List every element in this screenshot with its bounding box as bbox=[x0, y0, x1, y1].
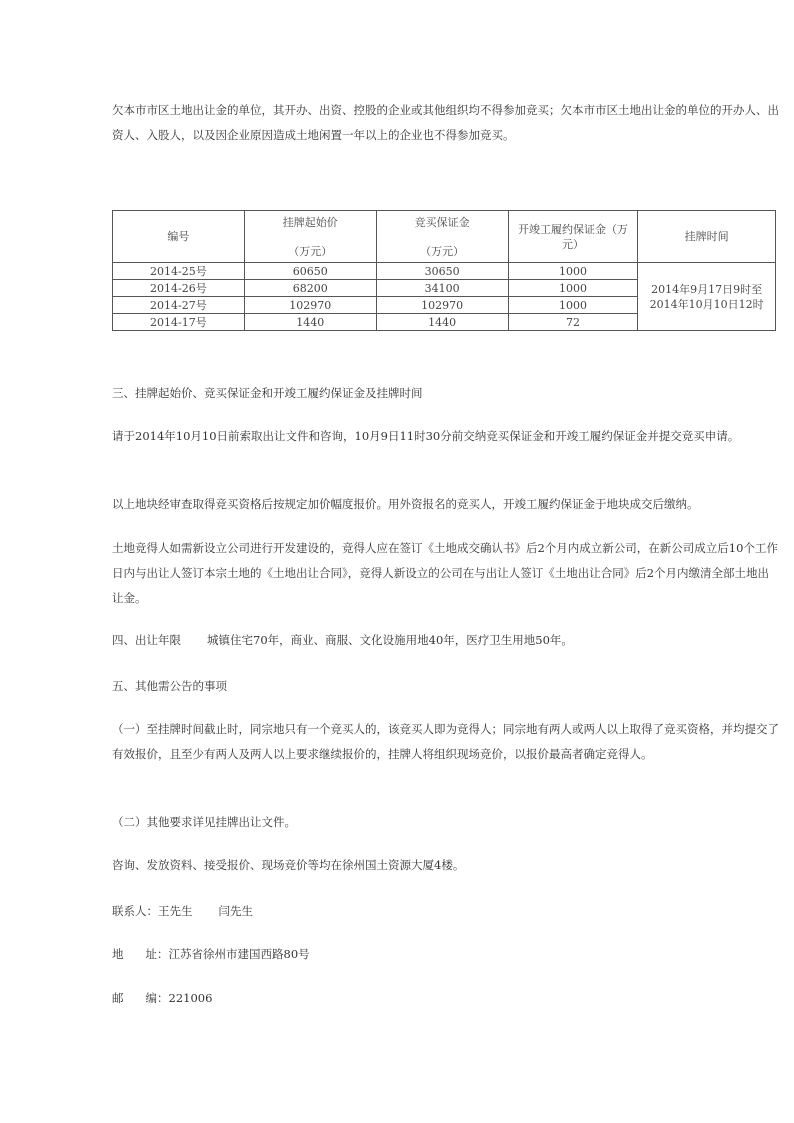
cell-listing-time: 2014年9月17日9时至2014年10月10日12时 bbox=[638, 263, 776, 331]
cell-deposit: 102970 bbox=[376, 297, 508, 314]
contact-address: 江苏省徐州市建国西路80号 bbox=[168, 947, 310, 961]
section4-paragraph bbox=[112, 628, 780, 653]
cell-deposit: 30650 bbox=[376, 263, 508, 280]
header-deposit-unit: （万元） bbox=[420, 244, 465, 258]
contact-person-2: 闫先生 bbox=[218, 904, 253, 918]
header-deposit bbox=[376, 211, 508, 263]
cell-deposit: 34100 bbox=[376, 280, 508, 297]
header-performance-bond: 开竣工履约保证金（万元） bbox=[508, 211, 638, 263]
section3-paragraph-2: 以上地块经审查取得竞买资格后按规定加价幅度报价。用外资报名的竞买人，开竣工履约保证金于地块成交后缴纳。 bbox=[112, 497, 699, 511]
cell-id: 2014-17号 bbox=[113, 314, 245, 331]
cell-start-price: 102970 bbox=[244, 297, 376, 314]
address-label-1: 地 bbox=[112, 947, 124, 961]
header-listing-time: 挂牌时间 bbox=[638, 211, 776, 263]
postcode-label-2: 编： bbox=[145, 991, 169, 1005]
table-row bbox=[113, 263, 776, 280]
contact-postcode: 221006 bbox=[168, 991, 213, 1005]
address-label-2: 址： bbox=[145, 947, 169, 961]
header-id: 编号 bbox=[113, 211, 245, 263]
cell-performance-bond: 72 bbox=[508, 314, 638, 331]
contact-location: 咨询、发放资料、接受报价、现场竞价等均在徐州国土资源大厦4楼。 bbox=[112, 858, 465, 872]
cell-id: 2014-27号 bbox=[113, 297, 245, 314]
cell-start-price: 68200 bbox=[244, 280, 376, 297]
contact-person-label: 联系人： bbox=[112, 904, 158, 918]
intro-paragraph: 欠本市市区土地出让金的单位，其开办、出资、控股的企业或其他组织均不得参加竞买；欠本市市区土地出让金的单位的开办人、出资人、入股人，以及因企业原因造成土地闲置一年以上的企业也不得参加竞买。 bbox=[112, 103, 779, 142]
cell-id: 2014-26号 bbox=[113, 280, 245, 297]
land-listing-table bbox=[112, 210, 776, 331]
section3-heading: 三、挂牌起始价、竞买保证金和开竣工履约保证金及挂牌时间 bbox=[112, 386, 423, 400]
cell-performance-bond: 1000 bbox=[508, 263, 638, 280]
contact-postcode-line bbox=[112, 986, 780, 1011]
cell-performance-bond: 1000 bbox=[508, 297, 638, 314]
section4-text: 城镇住宅70年，商业、商服、文化设施用地40年，医疗卫生用地50年。 bbox=[207, 633, 573, 647]
header-start-price-unit: （万元） bbox=[288, 244, 333, 258]
cell-deposit: 1440 bbox=[376, 314, 508, 331]
section5-item-2: （二）其他要求详见挂牌出让文件。 bbox=[112, 815, 296, 829]
section5-heading: 五、其他需公告的事项 bbox=[112, 679, 227, 693]
cell-id: 2014-25号 bbox=[113, 263, 245, 280]
table-header-row bbox=[113, 211, 776, 263]
section3-paragraph-1: 请于2014年10月10日前索取出让文件和咨询，10月9日11时30分前交纳竞买保证金和开竣工履约保证金并提交竞买申请。 bbox=[112, 429, 740, 443]
contact-address-line bbox=[112, 942, 780, 967]
header-start-price bbox=[244, 211, 376, 263]
contact-person-line bbox=[112, 899, 780, 924]
section4-label: 四、出让年限 bbox=[112, 633, 181, 647]
postcode-label-1: 邮 bbox=[112, 991, 124, 1005]
header-deposit-label: 竞买保证金 bbox=[414, 215, 470, 229]
section3-paragraph-3: 土地竞得人如需新设立公司进行开发建设的，竞得人应在签订《土地成交确认书》后2个月内成立新公司，在新公司成立后10个工作日内与出让人签订本宗土地的《土地出让合同》，竞得人新设立的公司在与出让人签订《土地出让合同》后2个月内缴清全部土地出让金。 bbox=[112, 541, 778, 605]
contact-person-1: 王先生 bbox=[158, 904, 193, 918]
cell-start-price: 1440 bbox=[244, 314, 376, 331]
section5-item-1: （一）至挂牌时间截止时，同宗地只有一个竞买人的，该竞买人即为竞得人；同宗地有两人或两人以上取得了竞买资格，并均提交了有效报价，且至少有两人及两人以上要求继续报价的，挂牌人将组织现场竞价，以报价最高者确定竞得人。 bbox=[112, 722, 779, 761]
header-start-price-label: 挂牌起始价 bbox=[282, 215, 338, 229]
cell-start-price: 60650 bbox=[244, 263, 376, 280]
cell-performance-bond: 1000 bbox=[508, 280, 638, 297]
